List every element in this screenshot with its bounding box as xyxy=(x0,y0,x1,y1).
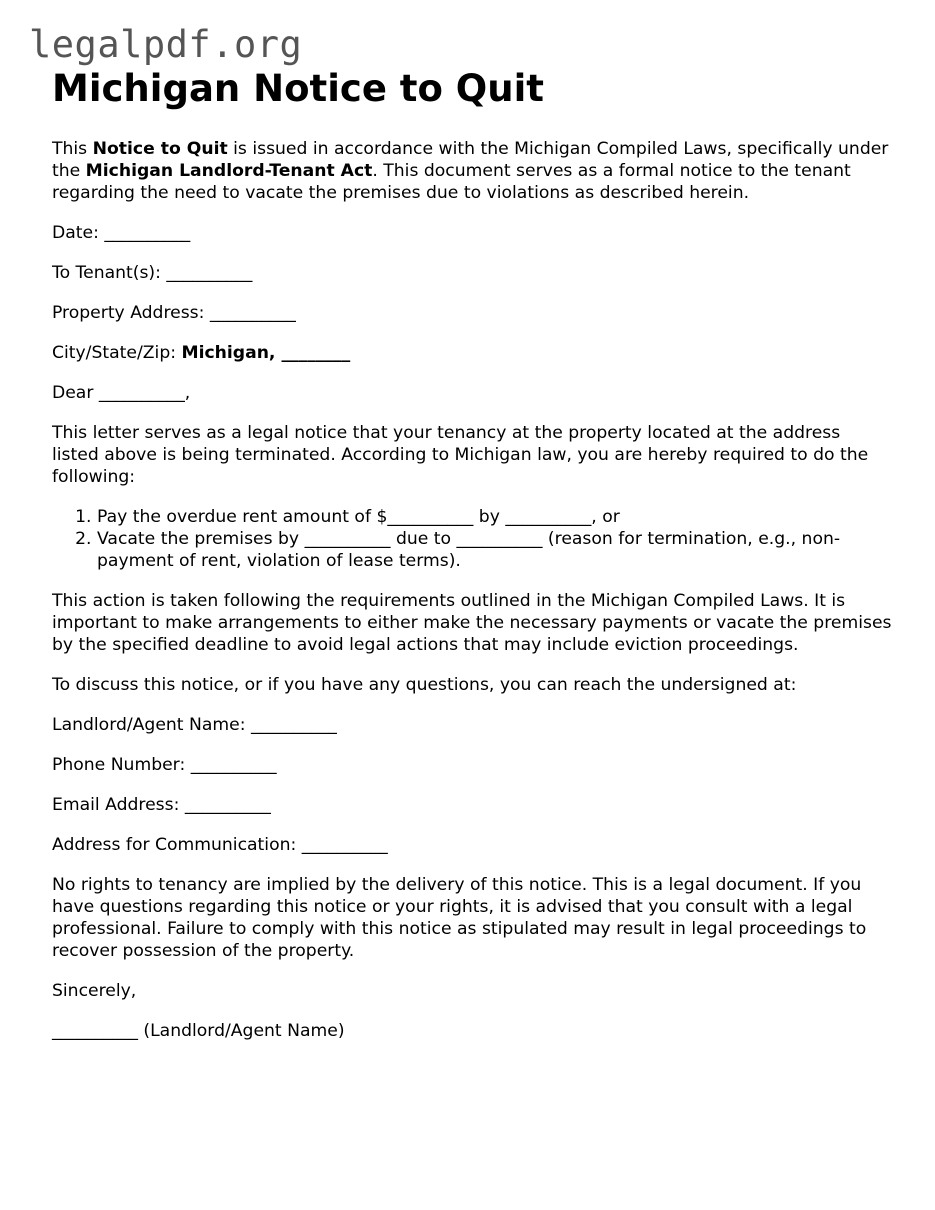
intro-text-2: is issued in accordance with the Michigan Compiled Laws, specifically under the xyxy=(52,139,889,181)
closing: Sincerely, xyxy=(52,981,137,1001)
intro-text-3: . This document serves as a formal notice to the tenant regarding the need to vacate the premises due to violations as described herein. xyxy=(52,161,851,203)
city-label: City/State/Zip: xyxy=(52,343,182,363)
letter-paragraph: This letter serves as a legal notice that your tenancy at the property located at the address listed above is being terminated. According to Michigan law, you are hereby required to do the following: xyxy=(52,423,869,487)
intro-bold-notice: Notice to Quit xyxy=(92,139,228,159)
email-field: Email Address: __________ xyxy=(52,795,271,815)
city-state-zip-field xyxy=(52,342,892,364)
intro-paragraph xyxy=(52,138,892,204)
document-body xyxy=(52,66,892,1042)
landlord-name-field: Landlord/Agent Name: __________ xyxy=(52,715,337,735)
city-value: Michigan, ________ xyxy=(181,343,351,363)
salutation: Dear __________, xyxy=(52,383,191,403)
intro-bold-act: Michigan Landlord-Tenant Act xyxy=(85,161,373,181)
phone-field: Phone Number: __________ xyxy=(52,755,277,775)
date-field: Date: __________ xyxy=(52,223,191,243)
contact-intro: To discuss this notice, or if you have any questions, you can reach the undersigned at: xyxy=(52,675,797,695)
tenant-field: To Tenant(s): __________ xyxy=(52,263,253,283)
intro-text-1: This xyxy=(52,139,93,159)
property-address-field: Property Address: __________ xyxy=(52,303,296,323)
requirement-item-vacate: 2. Vacate the premises by __________ due to __________ (reason for termination, e.g., non-payment of rent, violation of lease terms). xyxy=(97,528,892,572)
disclaimer-paragraph: No rights to tenancy are implied by the delivery of this notice. This is a legal document. If you have questions regarding this notice or your rights, it is advised that you consult with a legal professional. Failure to comply with this notice as stipulated may result in legal proceedings to recover possession of the property. xyxy=(52,875,867,961)
document-title: Michigan Notice to Quit xyxy=(52,67,544,110)
communication-address-field: Address for Communication: __________ xyxy=(52,835,388,855)
requirement-item-pay: 1. Pay the overdue rent amount of $__________ by __________, or xyxy=(97,506,892,528)
watermark-logo: legalpdf.org xyxy=(29,23,303,66)
action-paragraph: This action is taken following the requirements outlined in the Michigan Compiled Laws. It is important to make arrangements to either make the necessary payments or vacate the premises by the specified deadline to avoid legal actions that may include eviction proceedings. xyxy=(52,591,892,655)
signature-line: __________ (Landlord/Agent Name) xyxy=(52,1021,345,1041)
requirements-list xyxy=(52,506,892,572)
